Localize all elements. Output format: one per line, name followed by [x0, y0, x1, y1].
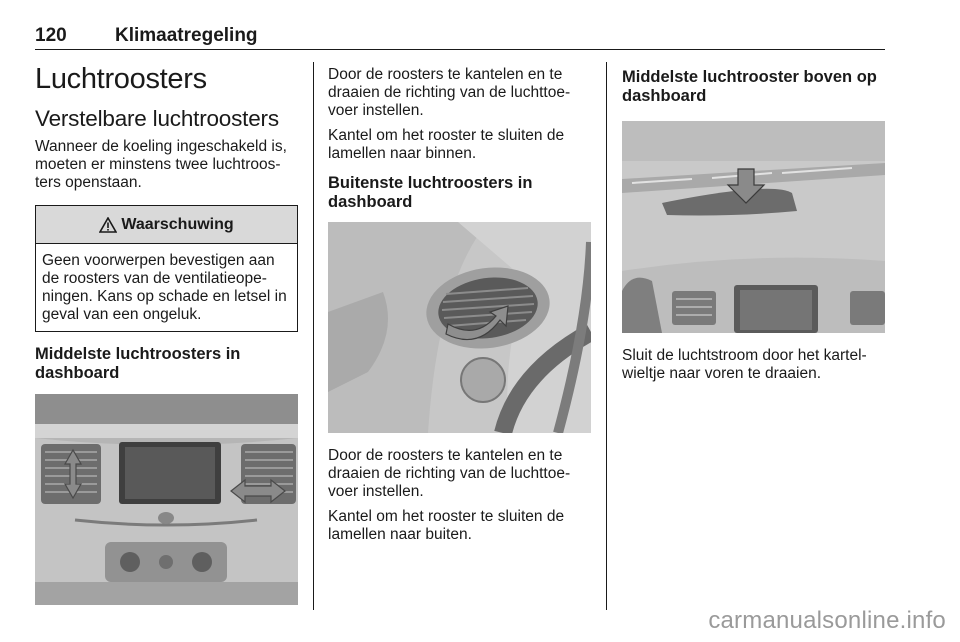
- page-header: [35, 22, 885, 50]
- watermark: carmanualsonline.info: [708, 607, 946, 634]
- heading-outer-vents: Buitenste luchtroosters in dashboard: [328, 174, 533, 211]
- section-subtitle: Verstelbare luchtroosters: [35, 106, 279, 131]
- section-title: Luchtroosters: [35, 63, 207, 95]
- warning-title: Waarschuwing: [121, 215, 234, 233]
- warning-header: [36, 206, 297, 244]
- top-vent-illustration: [622, 121, 885, 333]
- intro-text: Wanneer de koeling ingeschakeld is, moeten er minstens twee luchtroosters openstaan.: [35, 138, 287, 191]
- column-divider: [313, 62, 314, 610]
- outer-vents-illustration: [328, 222, 591, 433]
- warning-triangle-icon: [99, 217, 117, 233]
- column-right: [622, 62, 885, 383]
- heading-top-vent: Middelste luchtrooster boven op dashboard: [622, 68, 877, 105]
- paragraph: Kantel om het rooster te sluiten de lamellen naar buiten.: [328, 508, 565, 543]
- page-number: 120: [35, 25, 67, 46]
- outer-vents-image: [328, 222, 591, 433]
- center-vents-illustration: [35, 394, 298, 605]
- paragraph: Door de roosters te kantelen en te draaien de richting van de luchttoevoer instellen.: [328, 447, 571, 500]
- column-divider: [606, 62, 607, 610]
- paragraph: Door de roosters te kantelen en te draaien de richting van de luchttoevoer instellen.: [328, 66, 571, 119]
- top-vent-image: [622, 121, 885, 333]
- warning-text: Geen voorwerpen bevestigen aan de roosters van de ventilatieopeningen. Kans op schade en letsel in geval van een ongeluk.: [42, 252, 287, 323]
- heading-center-vents: Middelste luchtroosters in dashboard: [35, 345, 241, 382]
- center-vents-image: [35, 394, 298, 605]
- chapter-title: Klimaatregeling: [115, 25, 258, 46]
- column-left: [35, 62, 298, 605]
- warning-box: [35, 205, 298, 332]
- paragraph: Kantel om het rooster te sluiten de lamellen naar binnen.: [328, 127, 565, 162]
- column-middle: [328, 62, 591, 544]
- paragraph: Sluit de luchtstroom door het kartelwieltje naar voren te draaien.: [622, 347, 867, 382]
